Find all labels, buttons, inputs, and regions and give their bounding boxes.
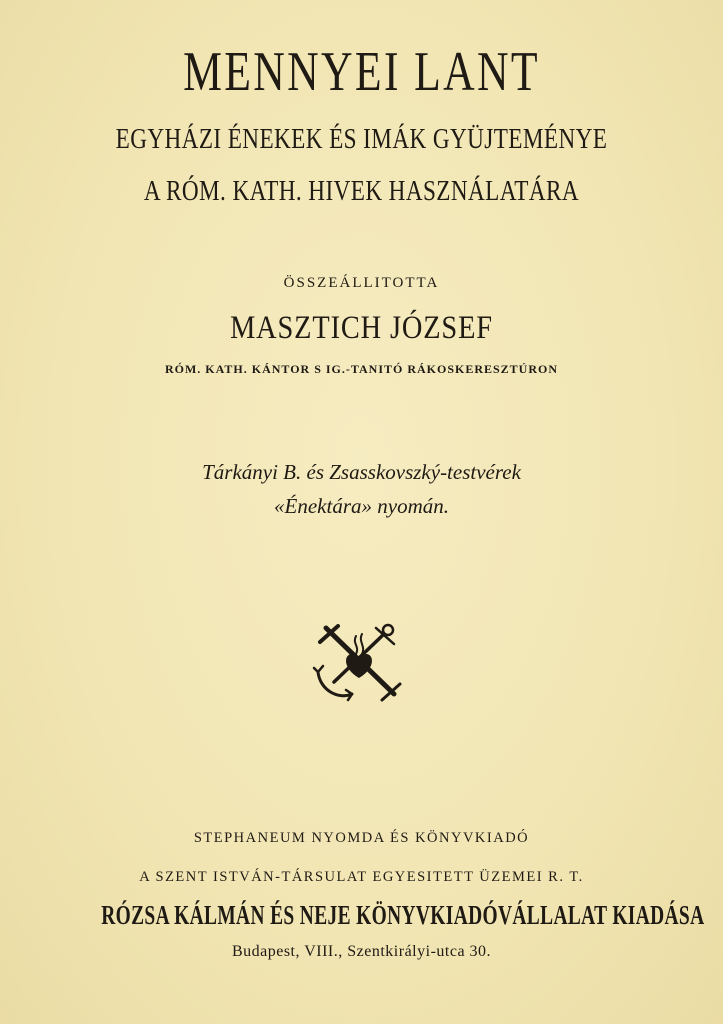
subtitle-line-2: A RÓM. KATH. HIVEK HASZNÁLATÁRA [143,175,580,207]
publisher-line-1: STEPHANEUM NYOMDA ÉS KÖNYVKIADÓ [193,830,530,846]
compiled-by-label: ÖSSZEÁLLITOTTA [283,275,440,291]
source-note-line-1: Tárkányi B. és Zsasskovszký-testvérek [202,460,521,484]
publisher-line-3: RÓZSA KÁLMÁN ÉS NEJE KÖNYVKIADÓVÁLLALAT KIADÁSA [101,900,705,930]
subtitle-line-1: EGYHÁZI ÉNEKEK ÉS IMÁK GYÜJTEMÉNYE [115,123,608,155]
book-title: MENNYEI LANT [183,41,540,103]
publisher-address: Budapest, VIII., Szentkirályi-utca 30. [231,943,492,960]
author-role: RÓM. KATH. KÁNTOR S IG.-TANITÓ RÁKOSKERESZTÚRON [164,362,559,376]
author-name: MASZTICH JÓZSEF [230,310,493,346]
publisher-line-2: A SZENT ISTVÁN-TÁRSULAT EGYESITETT ÜZEMEI R. T. [139,869,584,885]
faith-hope-charity-emblem-icon [312,620,404,706]
source-note-line-2: «Énektára» nyomán. [274,494,449,518]
